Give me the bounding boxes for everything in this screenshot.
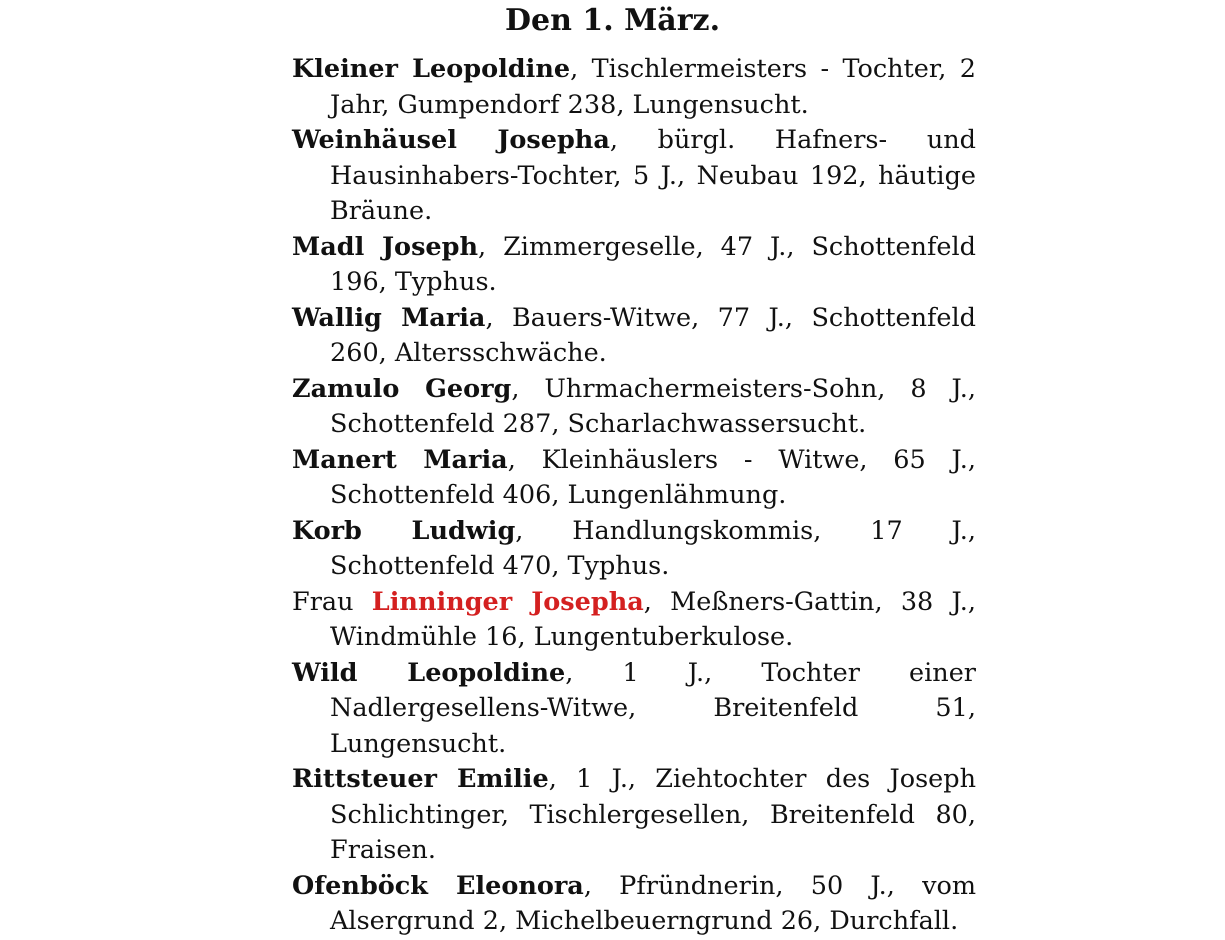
death-record-entry [292, 656, 976, 763]
entry-name: Weinhäusel Josepha [292, 125, 610, 155]
entry-prefix: Frau [292, 586, 372, 617]
death-record-entry [292, 372, 976, 443]
death-record-entry [292, 230, 976, 301]
entry-details: , Pfründnerin, 50 J., vom Alsergrund 2, Michelbeuerngrund 26, Durchfall. [330, 870, 977, 936]
death-record-entry [292, 443, 976, 514]
entry-name: Korb Ludwig [292, 515, 516, 546]
death-record-entry [292, 123, 976, 230]
entry-details: , 1 J., Ziehtochter des Joseph Schlichtinger, Tischlergesellen, Breitenfeld 80, Fraisen. [330, 764, 977, 865]
entry-name: Rittsteuer Emilie [292, 764, 549, 794]
entry-details: , Meßners-Gattin, 38 J., Windmühle 16, Lungentuberkulose. [330, 586, 976, 652]
entry-name: Wallig Maria [292, 302, 486, 333]
entry-details: , Kleinhäuslers - Witwe, 65 J., Schottenfeld 406, Lungenlähmung. [330, 444, 976, 510]
entry-details: , Handlungskommis, 17 J., Schottenfeld 470, Typhus. [330, 515, 976, 581]
death-record-entry [292, 869, 976, 940]
entry-name: Manert Maria [292, 444, 508, 475]
page-heading: Den 1. März. [504, 3, 721, 38]
entry-name: Madl Joseph [292, 231, 479, 262]
death-record-entry-highlighted [292, 585, 976, 656]
death-record-entry [292, 52, 976, 123]
entry-name: Wild Leopoldine [292, 657, 566, 688]
entry-details: , Uhrmachermeisters-Sohn, 8 J., Schottenfeld 287, Scharlachwassersucht. [330, 373, 976, 439]
entry-details: , Bauers-Witwe, 77 J., Schottenfeld 260, Altersschwäche. [330, 302, 976, 368]
entry-details: , 1 J., Tochter einer Nadlergesellens-Witwe, Breitenfeld 51, Lungensucht. [330, 657, 976, 759]
death-record-entry [292, 301, 976, 372]
entry-details: , Zimmergeselle, 47 J., Schottenfeld 196, Typhus. [330, 231, 976, 297]
entry-details: , bürgl. Hafners- und Hausinhabers-Tochter, 5 J., Neubau 192, häutige Bräune. [330, 125, 976, 226]
death-record-entry [292, 762, 976, 869]
death-record-entry [292, 514, 976, 585]
entry-name: Zamulo Georg [292, 373, 512, 404]
entry-details: , Tischlermeisters - Tochter, 2 Jahr, Gumpendorf 238, Lungensucht. [330, 54, 976, 120]
entries-column [292, 52, 976, 940]
entry-name: Kleiner Leopoldine [292, 54, 571, 84]
highlighted-name: Linninger Josepha [371, 586, 644, 617]
entry-name: Ofenböck Eleonora [292, 870, 584, 901]
